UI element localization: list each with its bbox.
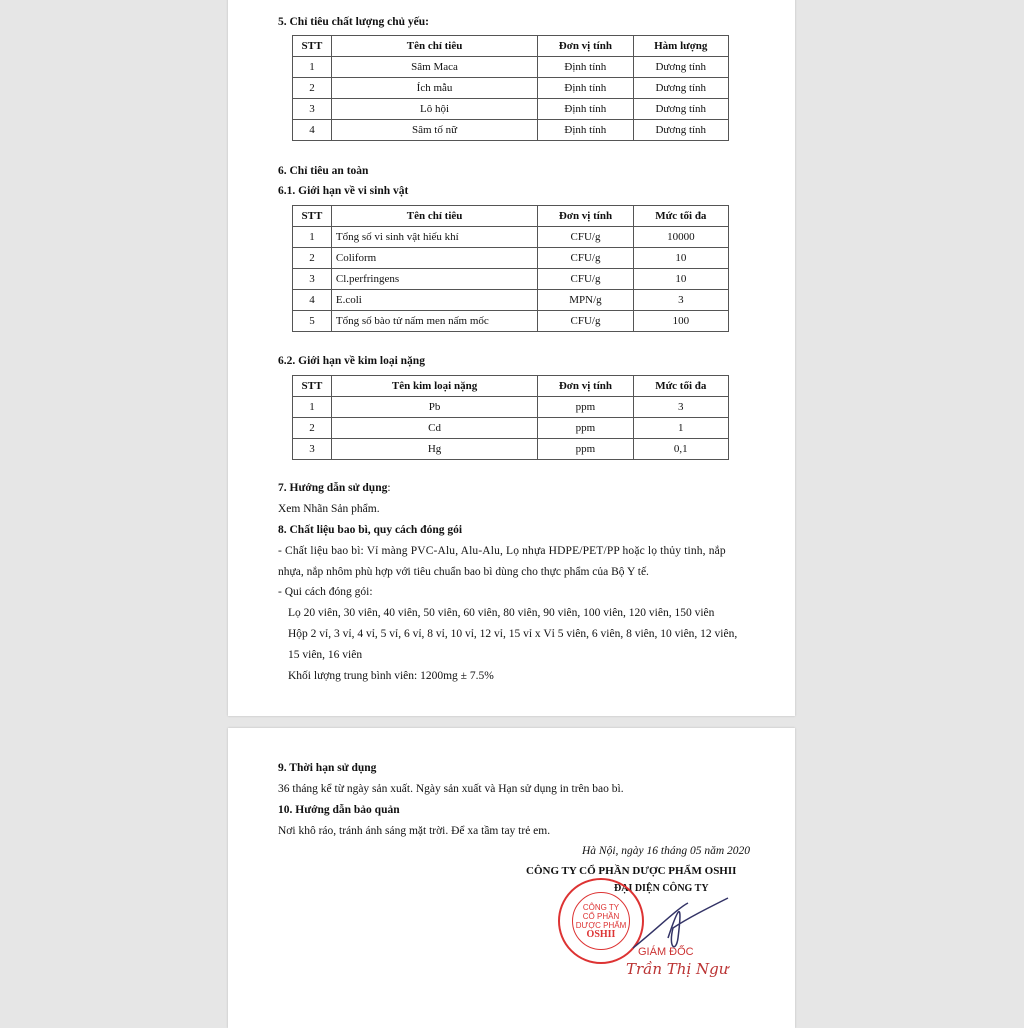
section-8-title: 8. Chất liệu bao bì, quy cách đóng gói [278, 524, 463, 536]
table-cell: Định tính [538, 99, 633, 120]
table-cell: 2 [293, 248, 332, 269]
table-cell: ppm [538, 439, 633, 460]
column-header: Tên chỉ tiêu [331, 36, 537, 57]
document-page-2 [228, 728, 795, 1028]
table-cell: 2 [293, 78, 332, 99]
table-cell: ppm [538, 418, 633, 439]
table-row [293, 269, 729, 290]
table-row [293, 78, 729, 99]
table-cell: 10000 [633, 227, 728, 248]
table-row [293, 439, 729, 460]
table-cell: 3 [633, 397, 728, 418]
section-7-label: 7. Hướng dẫn sử dụng [278, 482, 388, 494]
table-cell: Định tính [538, 57, 633, 78]
metal-table [292, 375, 729, 460]
table-cell: Tổng số vi sinh vật hiếu khí [331, 227, 537, 248]
representative-label: ĐẠI DIỆN CÔNG TY [614, 883, 709, 894]
table-cell: CFU/g [538, 227, 633, 248]
document-page-1 [228, 0, 795, 716]
column-header: STT [293, 206, 332, 227]
date-line: Hà Nội, ngày 16 tháng 05 năm 2020 [582, 845, 751, 857]
table-cell: 4 [293, 120, 332, 141]
table-cell: Tổng số bào tử nấm men nấm mốc [331, 311, 537, 332]
director-name: Trần Thị Ngư [626, 960, 729, 978]
column-header: Mức tối đa [633, 206, 728, 227]
column-header: Hàm lượng [633, 36, 728, 57]
table-cell: Pb [331, 397, 537, 418]
packaging-line-1: - Chất liệu bao bì: Vỉ màng PVC-Alu, Alu-Alu, Lọ nhựa HDPE/PET/PP hoặc lọ thủy tinh, nắp [278, 545, 726, 557]
table-cell: 5 [293, 311, 332, 332]
column-header: STT [293, 376, 332, 397]
table-row [293, 290, 729, 311]
column-header: Mức tối đa [633, 376, 728, 397]
table-cell: 1 [293, 57, 332, 78]
table-row [293, 227, 729, 248]
table-cell: Dương tính [633, 120, 728, 141]
table-cell: Coliform [331, 248, 537, 269]
table-cell: 10 [633, 269, 728, 290]
table-cell: MPN/g [538, 290, 633, 311]
table-cell: 4 [293, 290, 332, 311]
table-cell: 3 [293, 269, 332, 290]
section-7-text: Xem Nhãn Sản phẩm. [278, 503, 380, 515]
section-5-title: 5. Chỉ tiêu chất lượng chủ yếu: [278, 16, 429, 28]
table-cell: Dương tính [633, 57, 728, 78]
table-cell: ppm [538, 397, 633, 418]
section-6-title: 6. Chỉ tiêu an toàn [278, 165, 369, 177]
table-cell: Ích mẫu [331, 78, 537, 99]
table-cell: CFU/g [538, 269, 633, 290]
table-cell: Định tính [538, 120, 633, 141]
column-header: Đơn vị tính [538, 36, 633, 57]
section-10-title: 10. Hướng dẫn bảo quản [278, 804, 400, 816]
table-cell: Định tính [538, 78, 633, 99]
table-cell: E.coli [331, 290, 537, 311]
section-7-title [278, 482, 391, 494]
packaging-line-4: Lọ 20 viên, 30 viên, 40 viên, 50 viên, 60 viên, 80 viên, 90 viên, 100 viên, 120 viên, 150 viên [288, 607, 715, 619]
table-row [293, 120, 729, 141]
stamp-text: DƯỢC PHẨM [575, 921, 627, 930]
table-cell: 10 [633, 248, 728, 269]
column-header: Đơn vị tính [538, 376, 633, 397]
section-9-text: 36 tháng kể từ ngày sản xuất. Ngày sản xuất và Hạn sử dụng in trên bao bì. [278, 783, 624, 795]
table-cell: CFU/g [538, 311, 633, 332]
table-cell: Dương tính [633, 99, 728, 120]
table-row [293, 99, 729, 120]
packaging-line-6: 15 viên, 16 viên [288, 649, 363, 661]
table-cell: 1 [293, 227, 332, 248]
table-row [293, 418, 729, 439]
stamp-text: OSHII [586, 929, 616, 940]
table-cell: 2 [293, 418, 332, 439]
column-header: Tên chỉ tiêu [331, 206, 537, 227]
packaging-line-7: Khối lượng trung bình viên: 1200mg ± 7.5% [288, 670, 494, 682]
table-cell: 0,1 [633, 439, 728, 460]
section-61-title: 6.1. Giới hạn về vi sinh vật [278, 185, 409, 197]
table-cell: 100 [633, 311, 728, 332]
packaging-line-2: nhựa, nắp nhôm phù hợp với tiêu chuẩn bao bì dùng cho thực phẩm của Bộ Y tế. [278, 566, 649, 578]
director-title: GIÁM ĐỐC [638, 946, 694, 958]
table-cell: Hg [331, 439, 537, 460]
table-header-row [293, 36, 729, 57]
table-row [293, 57, 729, 78]
section-10-text: Nơi khô ráo, tránh ánh sáng mặt trời. Để xa tầm tay trẻ em. [278, 825, 551, 837]
table-cell: 1 [293, 397, 332, 418]
stamp-text: CÔNG TY [582, 903, 620, 912]
company-name: CÔNG TY CỔ PHẦN DƯỢC PHẨM OSHII [526, 865, 737, 877]
table-cell: Cl.perfringens [331, 269, 537, 290]
table-cell: 3 [293, 99, 332, 120]
table-row [293, 397, 729, 418]
column-header: Tên kim loại nặng [331, 376, 537, 397]
table-cell: 3 [293, 439, 332, 460]
table-cell: 1 [633, 418, 728, 439]
table-cell: Sâm tố nữ [331, 120, 537, 141]
column-header: Đơn vị tính [538, 206, 633, 227]
column-header: STT [293, 36, 332, 57]
table-cell: Lô hội [331, 99, 537, 120]
table-header-row [293, 206, 729, 227]
stamp-text: CỔ PHẦN [582, 912, 620, 921]
table-cell: Cd [331, 418, 537, 439]
table-header-row [293, 376, 729, 397]
colon: : [387, 482, 391, 494]
microbe-table [292, 205, 729, 332]
packaging-line-3: - Qui cách đóng gói: [278, 586, 373, 598]
table-row [293, 311, 729, 332]
table-cell: Dương tính [633, 78, 728, 99]
packaging-line-5: Hộp 2 vỉ, 3 vỉ, 4 vỉ, 5 vỉ, 6 vỉ, 8 vỉ, 10 vỉ, 12 vỉ, 15 vỉ x Vỉ 5 viên, 6 viên, 8 viên, 10 viên, 12 viên, [288, 628, 738, 640]
section-9-title: 9. Thời hạn sử dụng [278, 762, 377, 774]
table-cell: CFU/g [538, 248, 633, 269]
table-cell: 3 [633, 290, 728, 311]
section-62-title: 6.2. Giới hạn về kim loại nặng [278, 355, 425, 367]
table-cell: Sâm Maca [331, 57, 537, 78]
table-row [293, 248, 729, 269]
quality-table [292, 35, 729, 141]
